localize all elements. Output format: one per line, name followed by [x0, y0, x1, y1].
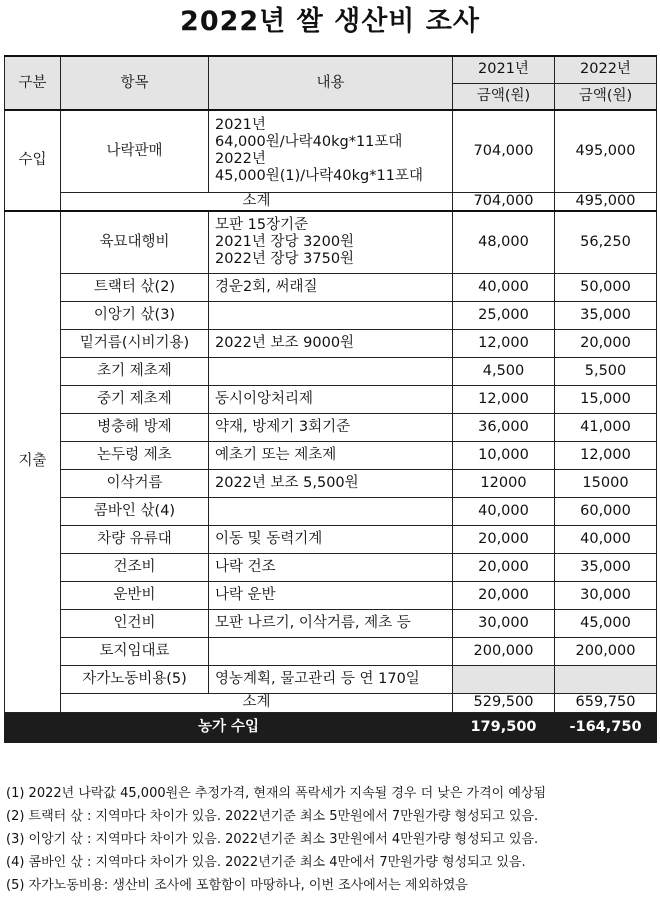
content-line: 약재, 방제기 3회기준 [215, 418, 351, 435]
subtotal-2022: 495,000 [555, 192, 657, 211]
content-line: 경운2회, 써래질 [215, 278, 318, 295]
value-2022: 41,000 [555, 413, 657, 441]
subtotal-2022: 659,750 [555, 693, 657, 712]
content-cell [209, 301, 453, 329]
table-row [5, 413, 657, 441]
content-cell [209, 469, 453, 497]
content-cell [209, 110, 453, 192]
subtotal-label: 소계 [61, 693, 453, 712]
value-2021: 25,000 [453, 301, 555, 329]
content-cell [209, 609, 453, 637]
item-cell: 콤바인 삯(4) [61, 497, 209, 525]
value-2022: 12,000 [555, 441, 657, 469]
table-row [5, 637, 657, 665]
item-cell: 병충해 방제 [61, 413, 209, 441]
content-cell [209, 553, 453, 581]
table-row [5, 665, 657, 693]
category-expense: 지출 [5, 211, 61, 712]
item-cell: 인건비 [61, 609, 209, 637]
value-2022: 35,000 [555, 553, 657, 581]
farm-income-2022: -164,750 [555, 712, 657, 742]
subtotal-row [5, 693, 657, 712]
value-2022: 35,000 [555, 301, 657, 329]
table-row [5, 357, 657, 385]
item-cell: 밑거름(시비기용) [61, 329, 209, 357]
item-cell: 중기 제초제 [61, 385, 209, 413]
header-year-2022: 2022년 [555, 56, 657, 83]
item-cell: 자가노동비용(5) [61, 665, 209, 693]
content-cell [209, 665, 453, 693]
table-row [5, 110, 657, 192]
item-cell: 논두렁 제초 [61, 441, 209, 469]
item-cell: 토지임대료 [61, 637, 209, 665]
value-2021: 36,000 [453, 413, 555, 441]
header-year-2021: 2021년 [453, 56, 555, 83]
item-cell: 육묘대행비 [61, 211, 209, 273]
table-row [5, 469, 657, 497]
farm-income-label: 농가 수입 [5, 712, 453, 742]
table-row [5, 273, 657, 301]
table-row [5, 553, 657, 581]
value-2021: 12,000 [453, 329, 555, 357]
content-cell [209, 497, 453, 525]
subtotal-2021: 529,500 [453, 693, 555, 712]
content-line: 45,000원(1)/나락40kg*11포대 [215, 168, 423, 185]
table-row [5, 301, 657, 329]
header-amount-2022: 금액(원) [555, 83, 657, 110]
value-2021: 12,000 [453, 385, 555, 413]
content-cell [209, 329, 453, 357]
content-cell [209, 385, 453, 413]
cost-table [4, 55, 657, 743]
footnote: (3) 이앙기 삯 : 지역마다 차이가 있음. 2022년기준 최소 3만원에서 4만원가량 형성되고 있음. [6, 832, 539, 847]
footnote: (1) 2022년 나락값 45,000원은 추정가격, 현재의 폭락세가 지속될 경우 더 낮은 가격이 예상됨 [6, 786, 547, 801]
farm-income-row [5, 712, 657, 742]
content-cell [209, 273, 453, 301]
item-cell: 건조비 [61, 553, 209, 581]
content-line: 나락 운반 [215, 586, 276, 603]
value-2021: 20,000 [453, 525, 555, 553]
value-2022: 40,000 [555, 525, 657, 553]
value-2021: 704,000 [453, 110, 555, 192]
table-row [5, 211, 657, 273]
content-line: 2021년 장당 3200원 [215, 233, 355, 250]
item-cell: 차량 유류대 [61, 525, 209, 553]
table-row [5, 525, 657, 553]
subtotal-label: 소계 [61, 192, 453, 211]
value-2021: 48,000 [453, 211, 555, 273]
content-cell [209, 357, 453, 385]
content-line: 나락 건조 [215, 558, 276, 575]
item-cell: 트랙터 삯(2) [61, 273, 209, 301]
content-line: 모판 나르기, 이삭거름, 제초 등 [215, 614, 411, 631]
footnote: (4) 콤바인 삯 : 지역마다 차이가 있음. 2022년기준 최소 4만에서 7만원가량 형성되고 있음. [6, 855, 526, 870]
content-line: 모판 15장기준 [215, 216, 309, 233]
value-2021: 12000 [453, 469, 555, 497]
footnote: (5) 자가노동비용: 생산비 조사에 포함함이 마땅하나, 이번 조사에서는 제외하였음 [6, 878, 468, 893]
value-2022: 495,000 [555, 110, 657, 192]
value-2021 [453, 665, 555, 693]
value-2022 [555, 665, 657, 693]
value-2022: 5,500 [555, 357, 657, 385]
value-2021: 30,000 [453, 609, 555, 637]
content-line: 동시이앙처리제 [215, 390, 314, 407]
header-item: 항목 [61, 56, 209, 110]
value-2022: 15000 [555, 469, 657, 497]
subtotal-2021: 704,000 [453, 192, 555, 211]
content-cell [209, 581, 453, 609]
value-2022: 30,000 [555, 581, 657, 609]
content-cell [209, 441, 453, 469]
value-2021: 40,000 [453, 273, 555, 301]
subtotal-row [5, 192, 657, 211]
item-cell: 운반비 [61, 581, 209, 609]
value-2021: 20,000 [453, 553, 555, 581]
value-2021: 40,000 [453, 497, 555, 525]
table-row [5, 497, 657, 525]
table-row [5, 609, 657, 637]
footnotes [6, 782, 656, 897]
header-category: 구분 [5, 56, 61, 110]
content-line: 예초기 또는 제초제 [215, 446, 337, 463]
value-2022: 60,000 [555, 497, 657, 525]
table-row [5, 385, 657, 413]
content-line: 2022년 장당 3750원 [215, 250, 355, 267]
value-2022: 20,000 [555, 329, 657, 357]
value-2022: 15,000 [555, 385, 657, 413]
content-line: 2022년 보조 9000원 [215, 334, 355, 351]
item-cell: 초기 제초제 [61, 357, 209, 385]
value-2022: 45,000 [555, 609, 657, 637]
value-2021: 4,500 [453, 357, 555, 385]
value-2021: 10,000 [453, 441, 555, 469]
value-2022: 200,000 [555, 637, 657, 665]
value-2022: 50,000 [555, 273, 657, 301]
farm-income-2021: 179,500 [453, 712, 555, 742]
header-content: 내용 [209, 56, 453, 110]
table-row [5, 329, 657, 357]
content-cell [209, 413, 453, 441]
content-line: 이동 및 동력기계 [215, 530, 323, 547]
footnote: (2) 트랙터 삯 : 지역마다 차이가 있음. 2022년기준 최소 5만원에서 7만원가량 형성되고 있음. [6, 809, 539, 824]
item-cell: 이앙기 삯(3) [61, 301, 209, 329]
value-2022: 56,250 [555, 211, 657, 273]
table-row [5, 581, 657, 609]
content-line: 2021년 [215, 117, 266, 134]
content-line: 2022년 [215, 151, 266, 168]
content-cell [209, 211, 453, 273]
content-line: 2022년 보조 5,500원 [215, 474, 359, 491]
page-title: 2022년 쌀 생산비 조사 [180, 6, 480, 37]
category-income: 수입 [5, 110, 61, 211]
content-cell [209, 525, 453, 553]
content-line: 64,000원/나락40kg*11포대 [215, 134, 403, 151]
value-2021: 200,000 [453, 637, 555, 665]
content-cell [209, 637, 453, 665]
content-line: 영농계획, 물고관리 등 연 170일 [215, 670, 420, 687]
value-2021: 20,000 [453, 581, 555, 609]
table-row [5, 441, 657, 469]
header-amount-2021: 금액(원) [453, 83, 555, 110]
item-cell: 나락판매 [61, 110, 209, 192]
item-cell: 이삭거름 [61, 469, 209, 497]
